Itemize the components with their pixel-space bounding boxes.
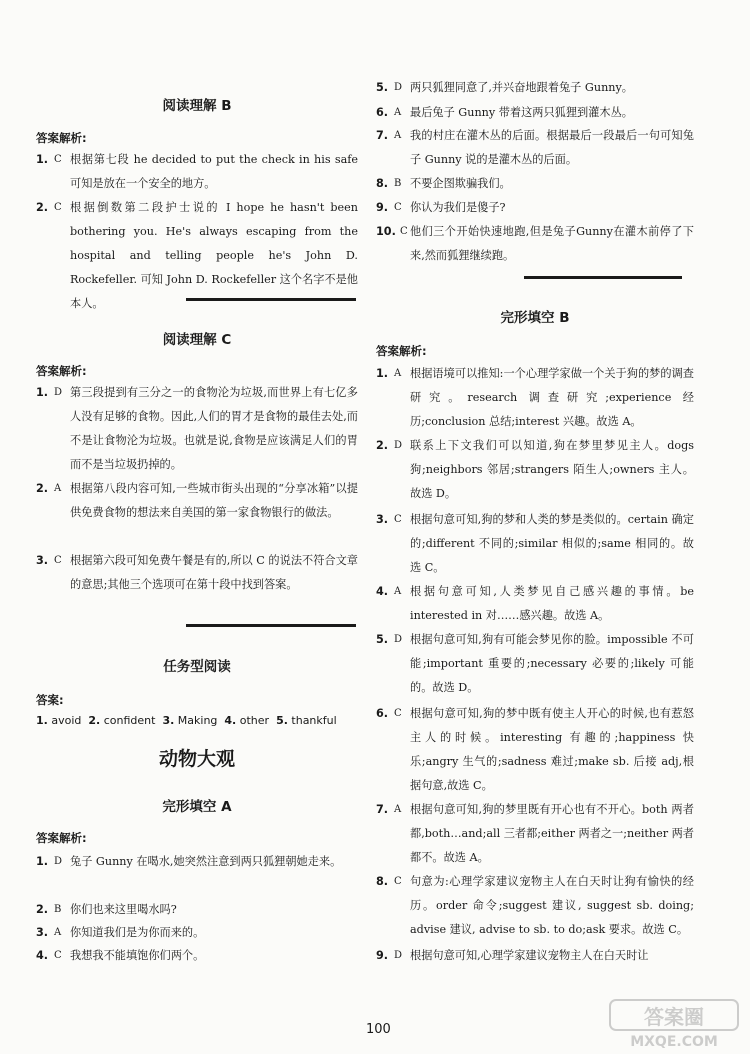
- item-text: 根据语境可以推知:一个心理学家做一个关于狗的梦的调查研究。research 调查研究;experience 经历;conclusion 总结;interest 兴趣。故选 A。: [410, 367, 694, 428]
- answer-number: 5.: [276, 714, 288, 727]
- item-text: 根据第八段内容可知,一些城市街头出现的“分享冰箱”以提供免费食物的想法来自美国的第一家食物银行的做法。: [70, 482, 358, 519]
- item-number: 5.: [376, 81, 389, 94]
- item-text: 根据第七段 he decided to put the check in his safe 可知是放在一个安全的地方。: [70, 153, 358, 190]
- item-letter: D: [394, 950, 403, 961]
- answer-number: 2.: [88, 714, 101, 727]
- answer-word: Making: [177, 714, 218, 727]
- item-text: 第三段提到有三分之一的食物沦为垃圾,而世界上有七亿多人没有足够的食物。因此,人们的胃才是食物的最佳去处,而不是让食物沦为垃圾。也就是说,食物是应该满足人们的胃而不是当垃圾扔掉的。: [70, 386, 358, 471]
- item-letter: C: [394, 876, 402, 887]
- item-number: 9.: [376, 201, 389, 214]
- item-letter: C: [394, 202, 402, 213]
- item-letter: C: [400, 226, 408, 237]
- item-number: 6.: [376, 106, 389, 119]
- answer-item: [376, 702, 694, 798]
- item-text: 句意为:心理学家建议宠物主人在白天时让狗有愉快的经历。order 命令;suggest 建议, suggest sb. doing; advise 建议, advise to sb. to do;ask 要求。故选 C。: [410, 875, 694, 936]
- item-text: 根据句意可知,狗有可能会梦见你的脸。impossible 不可能;important 重要的;necessary 必要的;likely 可能的。故选 D。: [410, 633, 694, 694]
- answer-word: avoid: [51, 714, 82, 727]
- item-number: 1.: [36, 855, 49, 868]
- item-letter: A: [54, 927, 62, 938]
- item-letter: C: [394, 708, 402, 719]
- answer-item: [376, 434, 694, 506]
- item-number: 5.: [376, 633, 389, 646]
- item-text: 根据句意可知,心理学家建议宠物主人在白天时让: [410, 949, 649, 962]
- answer-label: 答案解析:: [36, 831, 87, 845]
- answer-item: [376, 628, 694, 700]
- item-number: 1.: [36, 153, 49, 166]
- item-text: 你们也来这里喝水吗?: [70, 903, 177, 916]
- item-letter: C: [394, 514, 402, 525]
- answer-item: [36, 921, 358, 945]
- item-letter: C: [54, 202, 62, 213]
- item-letter: B: [54, 904, 62, 915]
- item-letter: D: [394, 82, 403, 93]
- watermark-text: 答案圈: [644, 1005, 704, 1029]
- item-letter: C: [54, 950, 62, 961]
- item-letter: C: [54, 555, 62, 566]
- answer-item: [376, 508, 694, 580]
- item-letter: D: [54, 387, 63, 398]
- item-number: 3.: [36, 926, 49, 939]
- answer-item: [376, 172, 694, 196]
- watermark-icon: [604, 996, 744, 1050]
- section-title-reading-c: 阅读理解 C: [162, 332, 232, 348]
- answer-item: [376, 870, 694, 942]
- item-text: 根据句意可知,人类梦见自己感兴趣的事情。be interested in 对……感兴趣。故选 A。: [410, 585, 694, 622]
- answer-item: [36, 549, 358, 597]
- answer-item: [376, 944, 694, 968]
- item-text: 最后兔子 Gunny 带着这两只狐狸到灌木丛。: [410, 106, 633, 119]
- answer-item: [376, 124, 694, 172]
- item-number: 8.: [376, 177, 389, 190]
- watermark-logo: [604, 996, 744, 1050]
- item-number: 2.: [376, 439, 389, 452]
- item-letter: C: [54, 154, 62, 165]
- section-title-cloze-b: 完形填空 B: [500, 310, 570, 326]
- item-text: 不要企图欺骗我们。: [410, 177, 511, 190]
- item-text: 你知道我们是为你而来的。: [70, 926, 205, 939]
- item-letter: A: [394, 368, 402, 379]
- section-divider: [186, 298, 356, 301]
- item-number: 8.: [376, 875, 389, 888]
- answer-item: [376, 196, 694, 220]
- item-text: 他们三个开始快速地跑,但是兔子Gunny在灌木前停了下来,然而狐狸继续跑。: [410, 225, 694, 262]
- item-number: 3.: [36, 554, 49, 567]
- item-text: 你认为我们是傻子?: [410, 201, 506, 214]
- section-title-task-reading: 任务型阅读: [163, 659, 231, 675]
- item-number: 2.: [36, 201, 49, 214]
- unit-title: 动物大观: [158, 748, 235, 770]
- item-text: 根据句意可知,狗的梦里既有开心也有不开心。both 两者都,both…and;all 三者都;either 两者之一;neither 两者都不。故选 A。: [410, 803, 694, 864]
- answer-item: [376, 101, 694, 125]
- item-text: 我的村庄在灌木丛的后面。根据最后一段最后一句可知兔子 Gunny 说的是灌木丛的后面。: [410, 129, 694, 166]
- answer-item: [376, 76, 694, 100]
- item-text: 我想我不能填饱你们两个。: [70, 949, 205, 962]
- answer-item: [376, 220, 694, 268]
- item-text: 联系上下文我们可以知道,狗在梦里梦见主人。dogs 狗;neighbors 邻居;strangers 陌生人;owners 主人。故选 D。: [410, 439, 694, 500]
- answer-item: [376, 798, 694, 870]
- answer-word: other: [239, 714, 270, 727]
- item-number: 7.: [376, 803, 389, 816]
- item-text: 两只狐狸同意了,并兴奋地跟着兔子 Gunny。: [410, 81, 633, 94]
- answer-word: thankful: [291, 714, 337, 727]
- item-text: 根据句意可知,狗的梦中既有使主人开心的时候,也有惹怒主人的时候。interesting 有趣的;happiness 快乐;angry 生气的;sadness 难过;make sb. 后接 adj,根据句意,故选 C。: [410, 707, 694, 792]
- item-number: 10.: [376, 225, 396, 238]
- task-answers: [36, 714, 337, 727]
- item-number: 2.: [36, 903, 49, 916]
- item-letter: B: [394, 178, 402, 189]
- watermark-url: MXQE.COM: [630, 1034, 718, 1050]
- answer-item: [36, 477, 358, 525]
- item-letter: D: [54, 856, 63, 867]
- answer-label: 答案:: [36, 693, 64, 707]
- answer-item: [376, 362, 694, 434]
- answer-item: [376, 580, 694, 628]
- section-title-cloze-a: 完形填空 A: [162, 799, 232, 815]
- answer-item: [36, 381, 358, 477]
- item-letter: A: [394, 804, 402, 815]
- item-letter: A: [394, 586, 402, 597]
- answer-label: 答案解析:: [36, 364, 87, 378]
- item-letter: A: [394, 130, 402, 141]
- answer-label: 答案解析:: [36, 131, 87, 145]
- item-text: 根据第六段可知免费午餐是有的,所以 C 的说法不符合文章的意思;其他三个选项可在第十段中找到答案。: [70, 554, 358, 591]
- item-number: 4.: [36, 949, 49, 962]
- item-number: 7.: [376, 129, 389, 142]
- item-letter: D: [394, 634, 403, 645]
- answer-item: [36, 148, 358, 196]
- item-letter: D: [394, 440, 403, 451]
- item-number: 1.: [36, 386, 49, 399]
- section-divider: [186, 624, 356, 627]
- item-text: 根据倒数第二段护士说的 I hope he hasn't been bothering you. He's always escaping from the hospital and telling people he's John D. Rockefeller. 可知 John D. Rockefeller 这个名字不是他本人。: [70, 201, 358, 310]
- section-title-reading-b: 阅读理解 B: [162, 98, 232, 114]
- item-number: 3.: [376, 513, 389, 526]
- answer-item: [36, 944, 358, 968]
- page-number: 100: [366, 1022, 391, 1037]
- answer-label: 答案解析:: [376, 344, 427, 358]
- section-divider: [524, 276, 682, 279]
- item-number: 4.: [376, 585, 389, 598]
- item-letter: A: [394, 107, 402, 118]
- item-number: 6.: [376, 707, 389, 720]
- item-number: 9.: [376, 949, 389, 962]
- answer-number: 3.: [162, 714, 175, 727]
- item-number: 2.: [36, 482, 49, 495]
- answer-item: [36, 850, 358, 874]
- answer-number: 1.: [36, 714, 48, 727]
- answer-number: 4.: [224, 714, 237, 727]
- answer-item: [36, 898, 358, 922]
- answer-word: confident: [103, 714, 156, 727]
- item-letter: A: [54, 483, 62, 494]
- item-text: 根据句意可知,狗的梦和人类的梦是类似的。certain 确定的;different 不同的;similar 相似的;same 相同的。故选 C。: [410, 513, 694, 574]
- item-text: 兔子 Gunny 在喝水,她突然注意到两只狐狸朝她走来。: [70, 855, 342, 868]
- item-number: 1.: [376, 367, 389, 380]
